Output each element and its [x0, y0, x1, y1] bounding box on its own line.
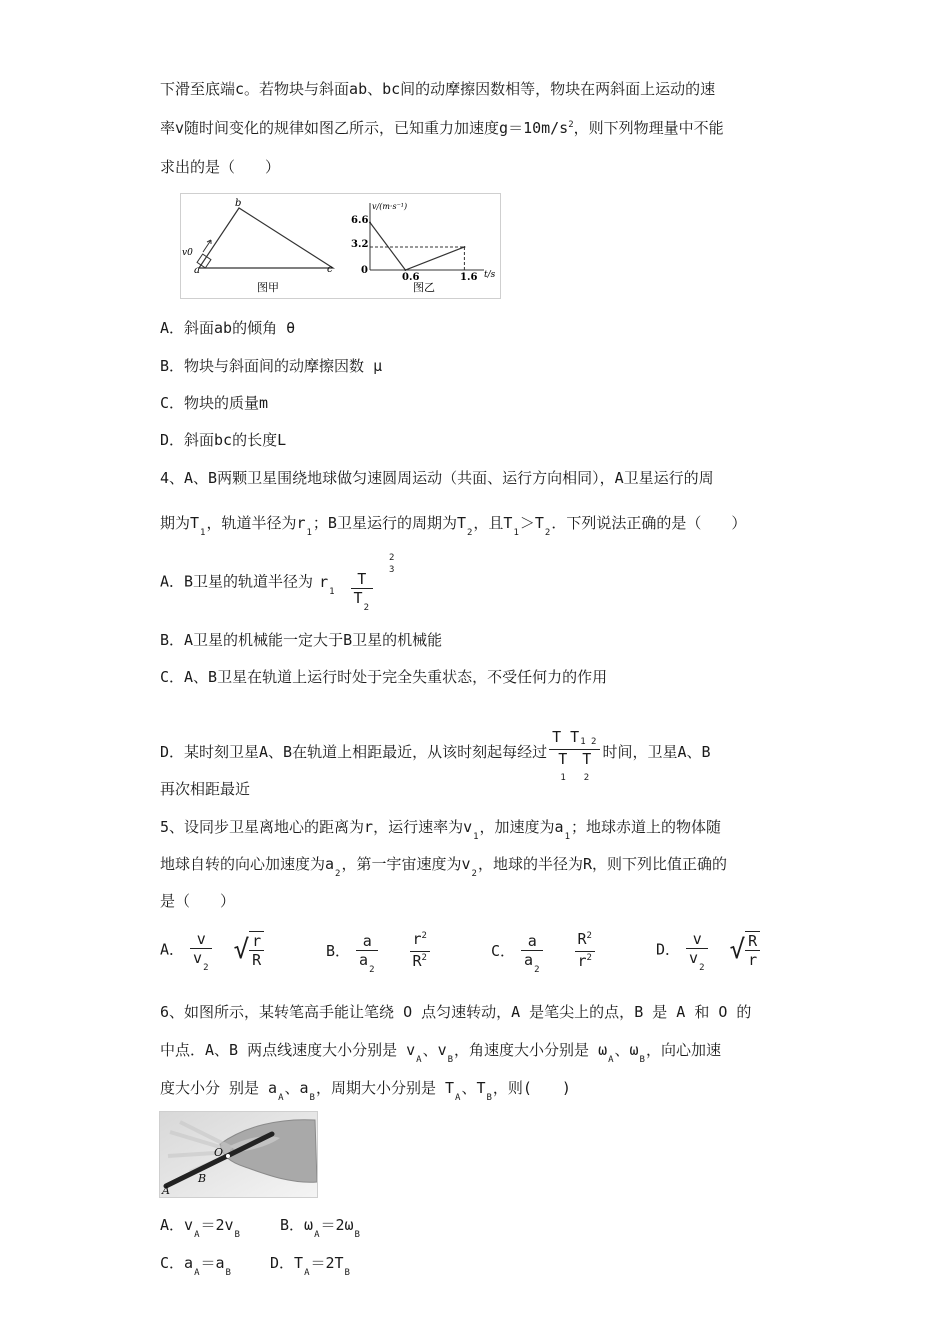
q5-line-2: [160, 853, 727, 878]
incline-outline: [199, 208, 333, 268]
opt-text: ＝2T: [310, 1254, 344, 1272]
label-a: A: [162, 1184, 170, 1197]
q6-hand-svg: [160, 1112, 317, 1197]
q5-text: ，加速度为a: [479, 818, 564, 836]
q6-text: ，则( ): [492, 1079, 571, 1097]
q5-text: ；地球赤道上的物体随: [571, 818, 722, 836]
frac-num-sub: 1 2: [580, 737, 597, 747]
frac-num: v: [686, 930, 708, 949]
q3-option-a: A．斜面ab的倾角 θ: [160, 319, 296, 337]
frac-den: [549, 750, 600, 789]
q3-figure: [180, 193, 501, 299]
opt-sub: B: [344, 1268, 350, 1278]
q6-sub: A: [455, 1093, 461, 1103]
q6-option-b: [280, 1214, 361, 1240]
frac-num: [549, 728, 600, 750]
q6-option-a: [160, 1214, 241, 1240]
vt-point: [369, 221, 371, 223]
q4-option-c: C．A、B卫星在轨道上运行时处于完全失重状态，不受任何力的作用: [160, 668, 608, 686]
option-label: B．: [326, 942, 351, 960]
q4-sub: 1: [200, 528, 206, 538]
vt-series: [369, 221, 465, 271]
q6-sub: B: [447, 1055, 454, 1065]
q3-line-2-sup: 2: [568, 120, 574, 130]
frac-den-text: T T: [558, 750, 592, 768]
q4-option-a-prefix: A．B卫星的轨道半径为: [160, 572, 314, 591]
q3-option-b: B．物块与斜面间的动摩擦因数 μ: [160, 357, 383, 375]
frac-den-text: v: [689, 949, 699, 967]
frac-den-text: R: [412, 952, 422, 970]
q4-option-d-suffix: 时间，卫星A、B: [602, 743, 711, 761]
frac-num: a: [356, 932, 378, 951]
x-tick-0.6: 0.6: [402, 272, 420, 283]
q3-line-2b: ，则下列物理量中不能: [573, 119, 724, 137]
q4-sub: 1: [306, 528, 312, 538]
q6-text: 中点．A、B 两点线速度大小分别是 v: [160, 1041, 416, 1059]
frac-den-text: a: [359, 950, 369, 969]
frac-den-sub: 1 2: [560, 773, 590, 783]
y-tick-0: 0: [361, 265, 368, 276]
q3-figure-svg: [181, 194, 500, 298]
frac-den-text: a: [524, 950, 534, 969]
q6-sub: A: [278, 1093, 284, 1103]
q6-line-1: 6、如图所示，某转笔高手能让笔绕 O 点匀速转动，A 是笔尖上的点，B 是 A 和 O 的: [160, 1003, 752, 1021]
exp-num: 2: [389, 553, 395, 563]
frac-den: [575, 952, 595, 973]
frac-num: [575, 930, 595, 952]
q5-text: 地球自转的向心加速度为a: [160, 855, 335, 873]
q6-option-d: [270, 1252, 351, 1278]
q6-text: ，向心加速: [645, 1041, 721, 1059]
frac-num-text: r: [412, 930, 422, 948]
x-tick-1.6: 1.6: [460, 272, 478, 283]
lhs-fraction: [686, 930, 708, 973]
q4-text: ，轨道半径为r: [206, 514, 306, 532]
option-label: A．: [160, 940, 185, 959]
q6-sub: A: [416, 1055, 422, 1065]
q5-sub: 1: [564, 832, 570, 842]
q6-text: 、v: [422, 1041, 447, 1059]
label-v0: v0: [182, 248, 193, 258]
pivot-point-o: [226, 1154, 230, 1158]
q3-line-3: 求出的是（ ）: [160, 158, 281, 176]
q4-line-1: 4、A、B两颗卫星围绕地球做匀速圆周运动（共面、运行方向相同），A卫星运行的周: [160, 469, 714, 487]
q4-text: ；B卫星运行的周期为T: [312, 514, 466, 532]
opt-sub: B: [225, 1268, 231, 1278]
option-label: D．: [656, 940, 681, 959]
frac-den: [356, 950, 378, 975]
frac-den: [410, 952, 430, 973]
q4-text: 期为T: [160, 514, 200, 532]
q4-option-a-exponent: [386, 552, 397, 576]
q4-sub: 2: [466, 528, 473, 538]
q4-line-2: [160, 512, 746, 537]
q4-option-d-prefix: D．某时刻卫星A、B在轨道上相距最近，从该时刻起每经过: [160, 743, 548, 761]
frac-den-exp: 2: [421, 953, 427, 963]
vt-point: [404, 269, 406, 271]
lhs-fraction: [190, 930, 212, 973]
q5-sub: 2: [335, 869, 341, 879]
lhs-fraction: [521, 931, 543, 975]
label-b: B: [198, 1172, 207, 1185]
q4-option-a-r: r: [319, 572, 329, 591]
q6-text: 、a: [284, 1079, 309, 1097]
sqrt-symbol: √: [233, 935, 250, 965]
q4-option-d-continued: 再次相距最近: [160, 780, 251, 798]
opt-sub: A: [194, 1268, 200, 1278]
frac-den: R: [252, 951, 262, 969]
q5-option-a: [160, 930, 270, 973]
rhs-fraction: [249, 931, 264, 969]
q5-line-1: [160, 816, 721, 841]
q4-option-a: [160, 553, 403, 613]
frac-den: [190, 949, 212, 973]
q5-line-3: 是（ ）: [160, 892, 236, 910]
q5-text: ，第一宇宙速度为v: [341, 855, 471, 873]
label-b: b: [235, 198, 242, 209]
q6-line-3: [160, 1077, 571, 1102]
opt-text: B．ω: [280, 1216, 314, 1234]
vt-graph: [351, 202, 496, 294]
rhs-fraction: [410, 930, 430, 973]
q4-sub: 2: [544, 528, 551, 538]
label-o: O: [214, 1146, 224, 1159]
frac-num: v: [190, 930, 212, 949]
opt-text: ＝2ω: [320, 1216, 354, 1234]
q6-text: 、ω: [614, 1041, 639, 1059]
q4-text: ＞T: [519, 514, 544, 532]
q6-line-2: [160, 1039, 721, 1064]
q3-line-2: [160, 117, 724, 142]
rhs-fraction: [575, 930, 595, 973]
opt-text: D．T: [270, 1254, 304, 1272]
opt-sub: B: [354, 1230, 360, 1240]
q4-sub: 1: [513, 528, 519, 538]
frac-num-text: T T: [552, 728, 580, 746]
opt-text: ＝a: [200, 1254, 225, 1272]
q6-option-c: [160, 1252, 232, 1278]
frac-den: [351, 589, 373, 613]
frac-num: r: [249, 932, 264, 951]
incline-diagram: [182, 198, 333, 294]
q6-hand-photo: [159, 1111, 318, 1198]
q3-option-c: C．物块的质量m: [160, 394, 269, 412]
frac-den-text: T: [353, 589, 363, 607]
q4-option-b: B．A卫星的机械能一定大于B卫星的机械能: [160, 631, 443, 649]
sqrt-symbol: √: [729, 935, 746, 965]
opt-text: C．a: [160, 1254, 194, 1272]
caption-left: 图甲: [257, 281, 279, 294]
opt-text: A．v: [160, 1216, 194, 1234]
q4-option-d-fraction: [549, 728, 600, 789]
exp-den: 3: [389, 565, 395, 575]
frac-num: a: [521, 932, 543, 951]
y-tick-3.2: 3.2: [351, 239, 369, 250]
frac-den-sub: 2: [363, 603, 369, 613]
lhs-fraction: [356, 931, 378, 975]
q5-option-d: [656, 930, 766, 973]
opt-text: ＝2v: [200, 1216, 234, 1234]
caption-right: 图乙: [413, 281, 435, 294]
q6-sub: B: [309, 1093, 315, 1103]
q6-text: ，角速度大小分别是 ω: [454, 1041, 608, 1059]
frac-den-sub: 2: [534, 964, 540, 975]
q6-text: 度大小分 别是 a: [160, 1079, 278, 1097]
q5-sub: 2: [471, 869, 477, 879]
label-a: a: [194, 265, 200, 276]
x-axis-label: t/s: [484, 270, 496, 280]
frac-num-exp: 2: [421, 931, 427, 941]
frac-num: R: [745, 932, 760, 951]
q3-option-d: D．斜面bc的长度L: [160, 431, 287, 449]
frac-den-sub: 2: [369, 964, 375, 975]
q3-line-1: 下滑至底端c。若物块与斜面ab、bc间的动摩擦因数相等，物块在两斜面上运动的速: [160, 80, 716, 98]
frac-num-exp: 2: [586, 931, 592, 941]
q5-text: ，地球的半径为R，则下列比值正确的: [477, 855, 727, 873]
opt-sub: A: [194, 1230, 200, 1240]
rhs-fraction: [745, 931, 760, 969]
y-axis-label: v/(m·s⁻¹): [372, 202, 408, 211]
label-c: c: [327, 264, 333, 275]
opt-sub: B: [234, 1230, 240, 1240]
frac-num: [410, 930, 430, 952]
q5-option-c: [491, 930, 601, 973]
frac-den-text: r: [577, 952, 587, 970]
q6-sub: B: [639, 1055, 645, 1065]
frac-den: r: [748, 951, 758, 969]
vt-series-line: [370, 222, 464, 270]
frac-den-sub: 2: [699, 963, 705, 973]
q6-sub: A: [608, 1055, 614, 1065]
frac-num-text: R: [577, 930, 587, 948]
q6-text: ，周期大小分别是 T: [315, 1079, 455, 1097]
vt-point: [463, 246, 465, 248]
q5-text: 5、设同步卫星离地心的距离为r，运行速率为v: [160, 818, 473, 836]
option-label: C．: [491, 942, 516, 960]
q4-text: ．下列说法正确的是（ ）: [551, 514, 747, 532]
q6-sub: B: [486, 1093, 492, 1103]
frac-den-text: v: [193, 949, 203, 967]
q4-option-a-fraction: [351, 570, 373, 613]
opt-sub: A: [314, 1230, 320, 1240]
frac-den-exp: 2: [586, 953, 592, 963]
frac-num: T: [351, 570, 373, 589]
frac-den: [686, 949, 708, 973]
q5-option-b: [326, 930, 436, 973]
q6-text: 、T: [461, 1079, 486, 1097]
q4-text: ，且T: [473, 514, 513, 532]
frac-den-sub: 2: [203, 963, 209, 973]
q5-sub: 1: [473, 832, 479, 842]
y-tick-6.6: 6.6: [351, 215, 369, 226]
q3-line-2a: 率v随时间变化的规律如图乙所示，已知重力加速度g＝10m/s: [160, 119, 569, 137]
q4-option-d: [160, 722, 711, 783]
q4-option-a-r-sub: 1: [329, 586, 335, 597]
opt-sub: A: [304, 1268, 310, 1278]
frac-den: [521, 950, 543, 975]
